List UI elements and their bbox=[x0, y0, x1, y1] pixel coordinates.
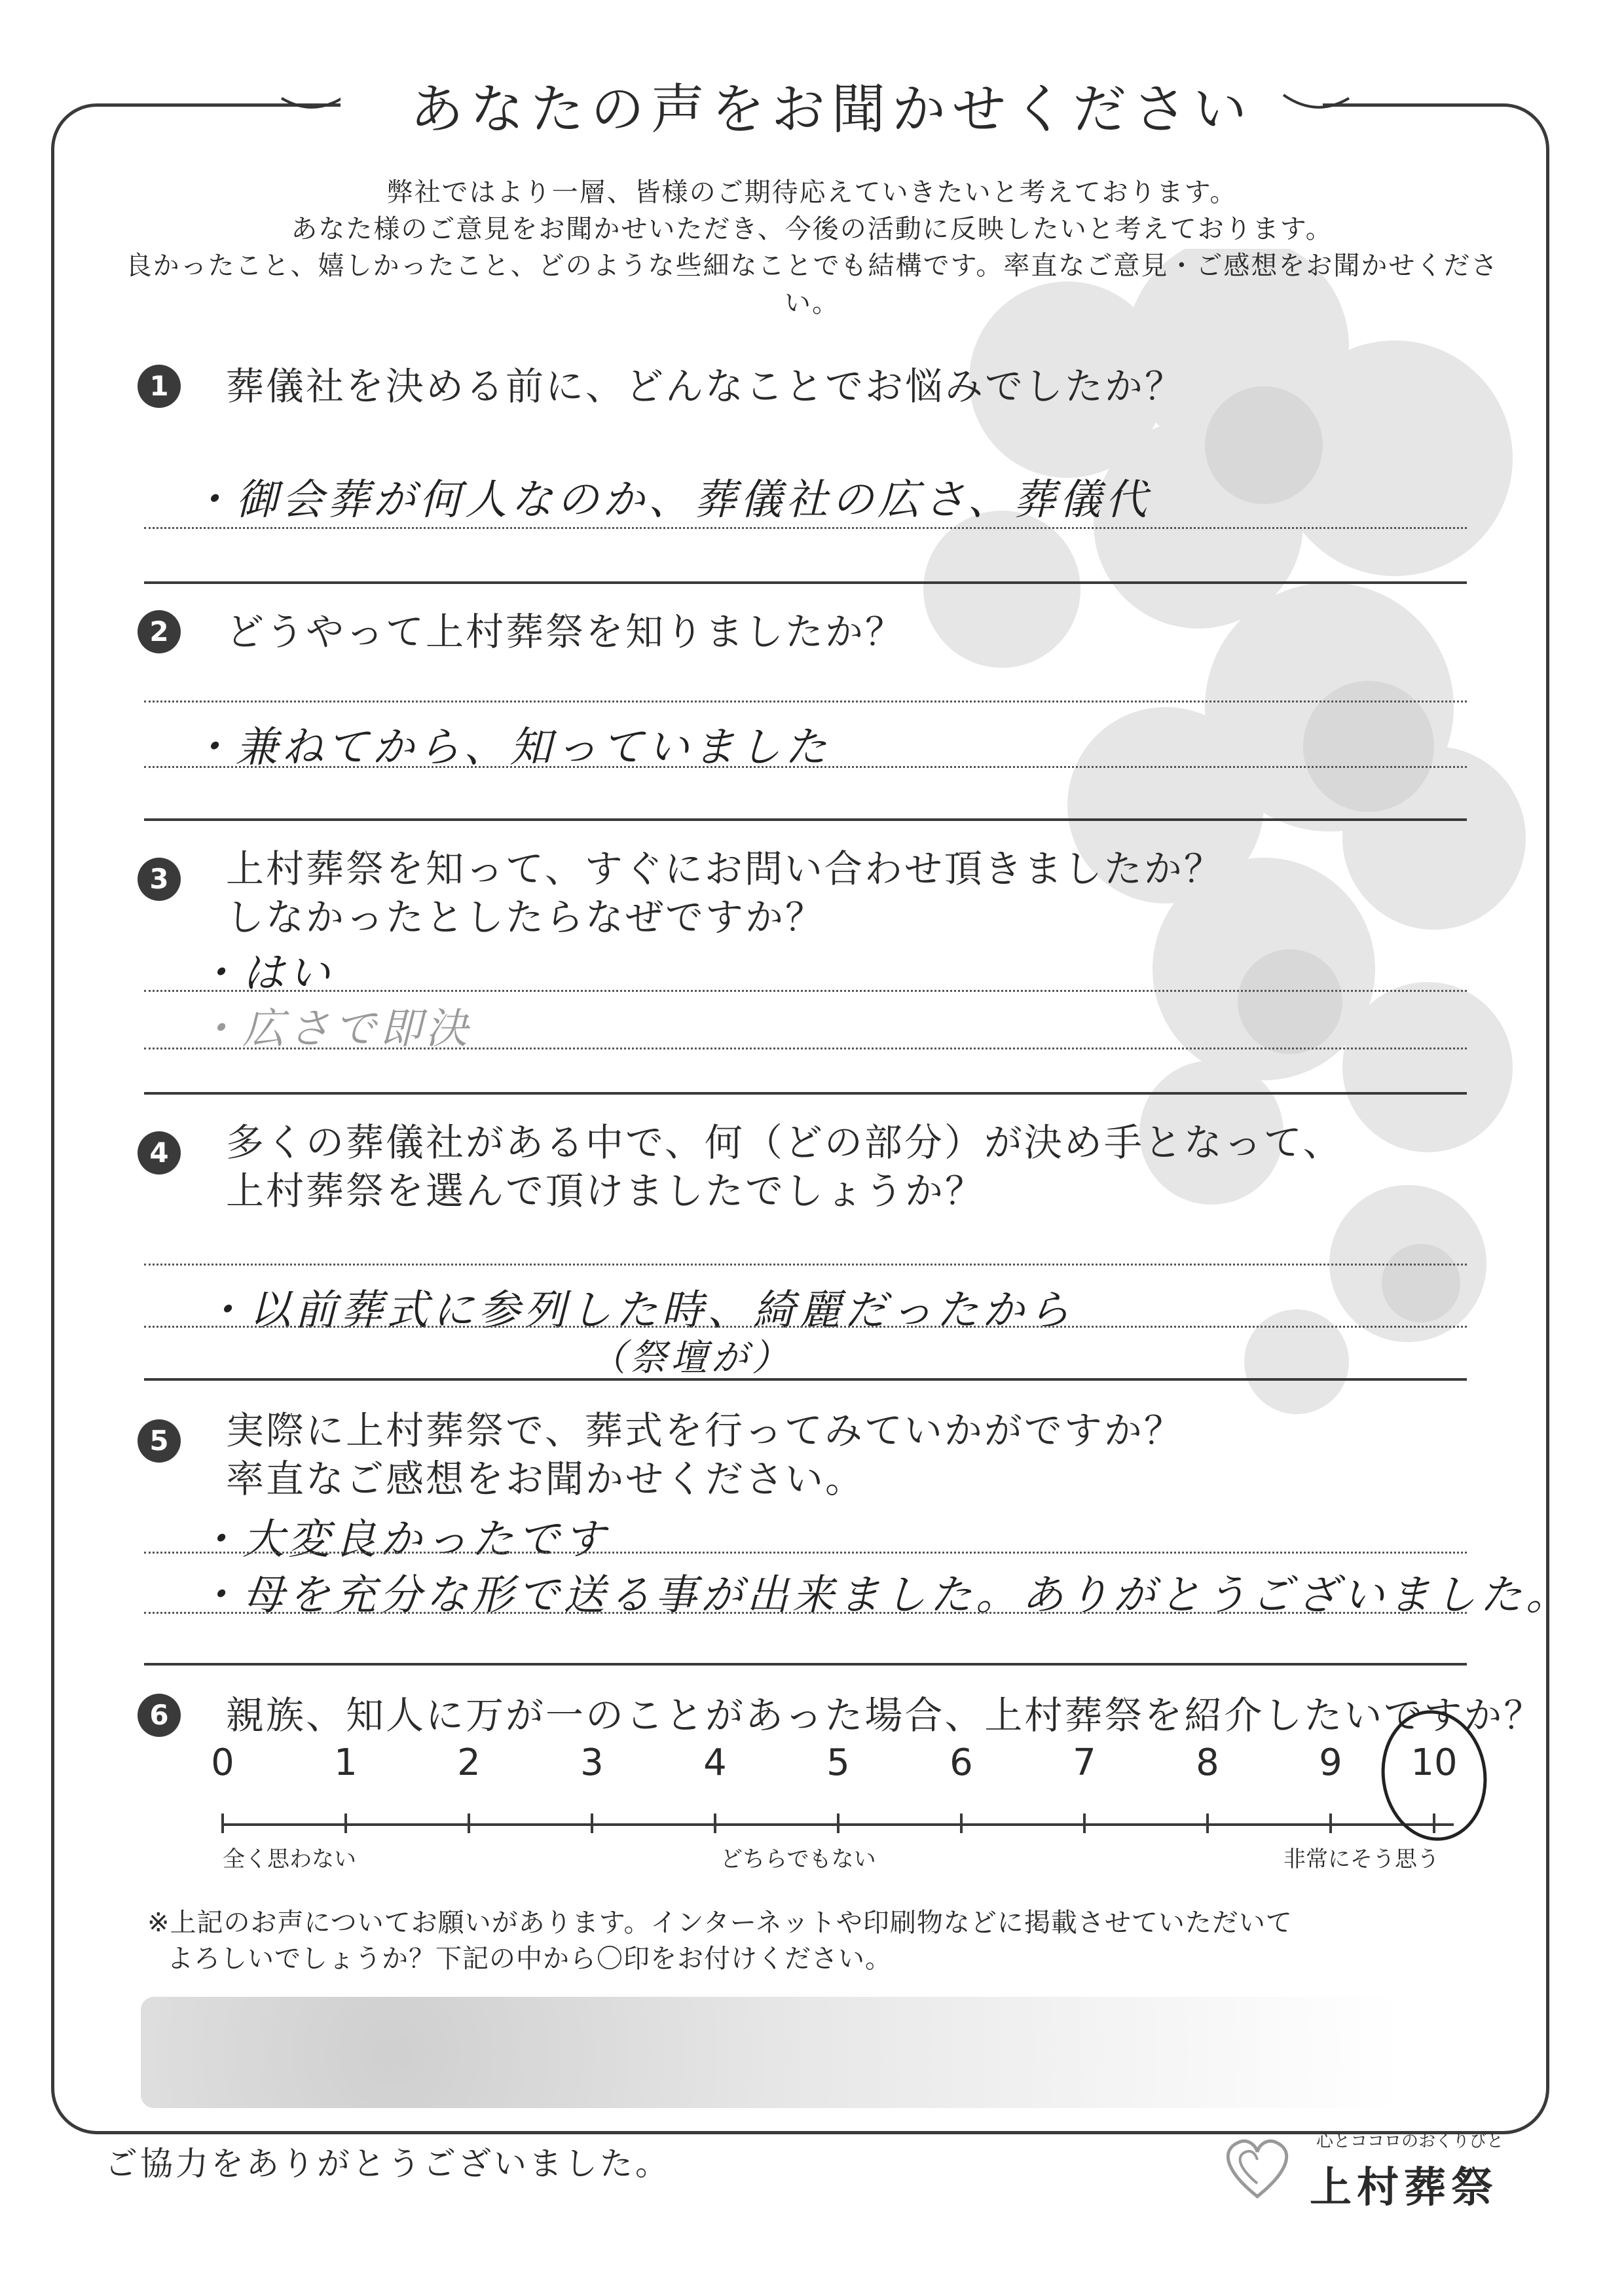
scale-tick bbox=[960, 1813, 963, 1833]
heart-logo-icon bbox=[1218, 2131, 1297, 2203]
scale-label-left: 全く思わない bbox=[223, 1846, 356, 1872]
brand-tagline: 心とココロのおくりびと bbox=[1316, 2132, 1504, 2151]
answer-line bbox=[144, 1264, 1467, 1266]
question-number-6: 6 bbox=[138, 1694, 181, 1737]
answer-2-line-1: ・兼ねてから、知っていました bbox=[190, 723, 831, 772]
question-3-text-line-2: しなかったとしたらなぜですか？ bbox=[226, 895, 826, 939]
question-1-text: 葬儀社を決める前に、どんなことでお悩みでしたか？ bbox=[226, 364, 1185, 409]
answer-line bbox=[144, 766, 1467, 768]
question-4-text-line-1: 多くの葬儀社がある中で、何（どの部分）が決め手となって、 bbox=[226, 1120, 1343, 1165]
question-3-text-line-1: 上村葬祭を知って、すぐにお問い合わせ頂きましたか？ bbox=[226, 847, 1224, 891]
section-divider bbox=[144, 1663, 1467, 1666]
answer-4-line-2: （祭壇が） bbox=[589, 1337, 792, 1379]
scale-number-2[interactable]: 2 bbox=[457, 1741, 481, 1784]
section-divider bbox=[144, 1378, 1467, 1381]
page-title: あなたの声をお聞かせください bbox=[341, 71, 1323, 149]
section-divider bbox=[144, 1092, 1467, 1095]
scale-tick bbox=[1206, 1813, 1209, 1833]
scale-number-3[interactable]: 3 bbox=[580, 1741, 604, 1784]
intro-line-1: 弊社ではより一層、皆様のご期待応えていきたいと考えております。 bbox=[386, 177, 1238, 208]
answer-line bbox=[144, 990, 1467, 992]
answer-5-line-1: ・大変良かったです bbox=[196, 1516, 609, 1564]
scale-number-9[interactable]: 9 bbox=[1319, 1741, 1342, 1784]
scale-tick bbox=[344, 1813, 347, 1833]
brand-name: 上村葬祭 bbox=[1310, 2164, 1498, 2212]
answer-5-line-2: ・母を充分な形で送る事が出来ました。ありがとうございました。 bbox=[196, 1571, 1572, 1620]
answer-line bbox=[144, 1612, 1467, 1614]
question-number-4: 4 bbox=[138, 1131, 181, 1175]
scale-number-8[interactable]: 8 bbox=[1196, 1741, 1219, 1784]
answer-line bbox=[144, 1552, 1467, 1554]
scale-number-5[interactable]: 5 bbox=[826, 1741, 850, 1784]
scale-tick bbox=[591, 1813, 593, 1833]
question-number-3: 3 bbox=[138, 858, 181, 901]
redacted-area bbox=[141, 1997, 1398, 2108]
intro-line-2: あなた様のご意見をお聞かせいただき、今後の活動に反映したいと考えております。 bbox=[291, 214, 1333, 244]
answer-line bbox=[144, 527, 1467, 529]
answer-line bbox=[144, 701, 1467, 702]
section-divider bbox=[144, 581, 1467, 584]
scale-label-right: 非常にそう思う bbox=[1283, 1846, 1439, 1872]
scale-number-1[interactable]: 1 bbox=[334, 1741, 358, 1784]
question-number-5: 5 bbox=[138, 1419, 181, 1463]
scale-tick bbox=[468, 1813, 470, 1833]
answer-line bbox=[144, 1326, 1467, 1328]
question-2-text: どうやって上村葬祭を知りましたか？ bbox=[226, 610, 906, 654]
scale-number-0[interactable]: 0 bbox=[211, 1741, 234, 1784]
question-6-text: 親族、知人に万が一のことがあった場合、上村葬祭を紹介したいですか？ bbox=[226, 1693, 1544, 1738]
scale-tick bbox=[1083, 1813, 1086, 1833]
scale-number-6[interactable]: 6 bbox=[950, 1741, 973, 1784]
scale-number-10[interactable]: 10 bbox=[1411, 1741, 1458, 1784]
scale-number-4[interactable]: 4 bbox=[703, 1741, 727, 1784]
scale-tick bbox=[714, 1813, 716, 1833]
question-4-text-line-2: 上村葬祭を選んで頂けましたでしょうか？ bbox=[226, 1169, 986, 1213]
title-swirl-right-icon bbox=[1277, 72, 1356, 124]
scale-tick bbox=[837, 1813, 840, 1833]
scale-tick bbox=[221, 1813, 224, 1833]
answer-4-line-1: ・以前葬式に参列した時、綺麗だったから bbox=[203, 1286, 1074, 1335]
question-5-text-line-2: 率直なご感想をお聞かせください。 bbox=[226, 1457, 866, 1501]
answer-3-line-1: ・はい bbox=[196, 949, 334, 998]
thanks-message: ご協力をありがとうございました。 bbox=[105, 2145, 671, 2183]
scale-label-mid: どちらでもない bbox=[720, 1846, 876, 1872]
question-number-1: 1 bbox=[138, 365, 181, 408]
publication-note-line-2: よろしいでしょうか？下記の中から〇印をお付けください。 bbox=[167, 1944, 892, 1974]
answer-line bbox=[144, 1048, 1467, 1049]
question-number-2: 2 bbox=[138, 610, 181, 653]
scale-number-7[interactable]: 7 bbox=[1073, 1741, 1096, 1784]
scale-tick bbox=[1329, 1813, 1332, 1833]
publication-note-line-1: ※上記のお声についてお願いがあります。インターネットや印刷物などに掲載させていただいて bbox=[147, 1908, 1293, 1938]
answer-3-line-2: ・広さで即決 bbox=[196, 1005, 471, 1053]
question-5-text-line-1: 実際に上村葬祭で、葬式を行ってみていかがですか？ bbox=[226, 1408, 1184, 1453]
intro-line-3: 良かったこと、嬉しかったこと、どのような些細なことでも結構です。率直なご意見・ご感想をお聞かせください。 bbox=[125, 251, 1499, 318]
answer-1-line-1: ・御会葬が何人なのか、葬儀社の広さ、葬儀代 bbox=[190, 476, 1151, 524]
section-divider bbox=[144, 818, 1467, 821]
